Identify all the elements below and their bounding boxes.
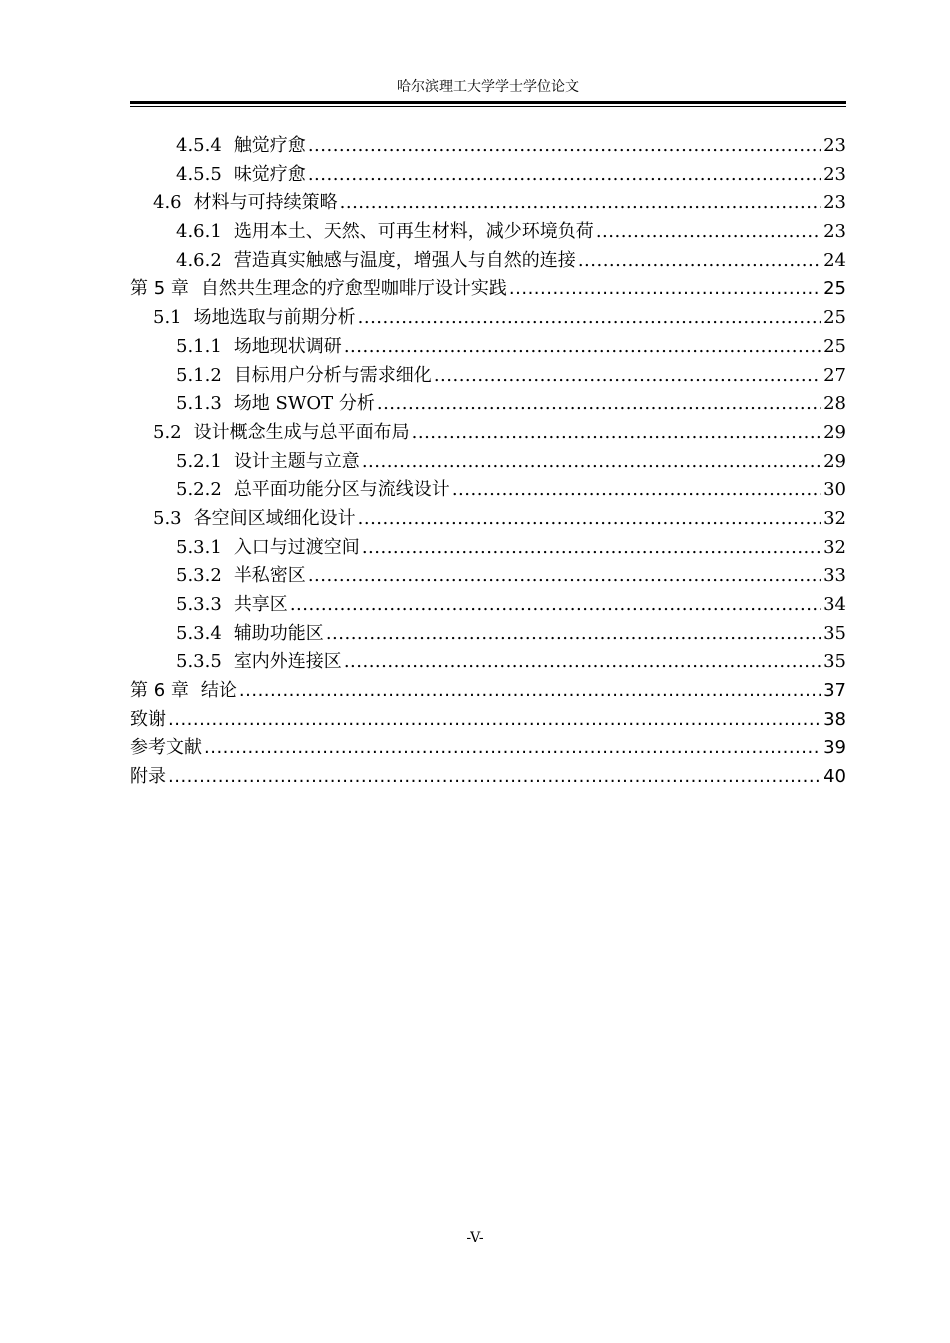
toc-number: 第 5 章 xyxy=(130,278,189,300)
toc-page: 34 xyxy=(823,594,846,615)
toc-title: 设计概念生成与总平面布局 xyxy=(193,421,410,443)
toc-number: 5.2.1 xyxy=(176,450,222,472)
toc-entry[interactable] xyxy=(130,476,846,505)
toc-page: 29 xyxy=(823,450,846,472)
toc-title: 味觉疗愈 xyxy=(233,163,306,185)
toc-leader xyxy=(326,620,821,649)
toc-entry[interactable] xyxy=(130,275,846,304)
toc-title: 室内外连接区 xyxy=(233,651,342,673)
toc-number: 5.3.5 xyxy=(176,651,222,673)
table-of-contents xyxy=(130,132,846,792)
toc-entry[interactable] xyxy=(130,677,846,706)
toc-leader xyxy=(578,247,821,276)
toc-number: 4.6.1 xyxy=(176,221,222,243)
toc-leader xyxy=(308,562,821,591)
toc-entry[interactable] xyxy=(130,247,846,276)
toc-number: 5.3.1 xyxy=(176,536,222,558)
toc-entry[interactable] xyxy=(130,333,846,362)
toc-entry[interactable] xyxy=(130,189,846,218)
toc-page: 25 xyxy=(823,335,846,357)
toc-entry[interactable] xyxy=(130,620,846,649)
toc-page: 30 xyxy=(823,479,846,501)
toc-leader xyxy=(358,505,821,534)
toc-entry[interactable] xyxy=(130,304,846,333)
toc-leader xyxy=(362,448,821,477)
toc-entry[interactable] xyxy=(130,534,846,563)
toc-entry[interactable] xyxy=(130,706,846,735)
toc-leader xyxy=(204,734,821,763)
toc-number: 5.2 xyxy=(153,421,182,443)
toc-leader xyxy=(168,763,821,792)
toc-page: 38 xyxy=(823,708,846,730)
toc-entry[interactable] xyxy=(130,734,846,763)
toc-leader xyxy=(308,161,821,190)
toc-number: 5.2.2 xyxy=(176,479,222,501)
toc-leader xyxy=(596,218,821,247)
toc-number: 5.1.2 xyxy=(176,364,222,386)
toc-number: 5.1 xyxy=(153,307,182,329)
toc-leader xyxy=(168,706,821,735)
toc-leader xyxy=(308,132,821,161)
toc-leader xyxy=(362,534,821,563)
toc-entry[interactable] xyxy=(130,763,846,792)
toc-entry[interactable] xyxy=(130,648,846,677)
toc-leader xyxy=(290,591,821,620)
toc-entry[interactable] xyxy=(130,448,846,477)
toc-number: 第 6 章 xyxy=(130,680,189,702)
toc-page: 35 xyxy=(823,622,846,644)
header-rule-thick xyxy=(130,101,846,104)
toc-title: 参考文献 xyxy=(130,737,202,759)
toc-leader xyxy=(344,333,821,362)
toc-title: 总平面功能分区与流线设计 xyxy=(233,479,450,501)
toc-title: 辅助功能区 xyxy=(233,622,324,644)
toc-page: 32 xyxy=(823,507,846,529)
toc-title: 设计主题与立意 xyxy=(233,450,360,472)
toc-title: 材料与可持续策略 xyxy=(193,192,338,214)
toc-entry[interactable] xyxy=(130,419,846,448)
toc-entry[interactable] xyxy=(130,218,846,247)
running-header: 哈尔滨理工大学学士学位论文 xyxy=(397,79,579,95)
toc-leader xyxy=(239,677,821,706)
toc-leader xyxy=(358,304,821,333)
toc-title: 半私密区 xyxy=(233,565,306,587)
toc-page: 40 xyxy=(823,766,846,788)
toc-title: 场地现状调研 xyxy=(233,335,342,357)
toc-number: 5.3 xyxy=(153,507,182,529)
toc-number: 5.1.3 xyxy=(176,393,222,415)
toc-number: 5.1.1 xyxy=(176,335,222,357)
toc-title: 场地选取与前期分析 xyxy=(193,307,356,329)
toc-title: 共享区 xyxy=(233,594,288,615)
toc-number: 5.3.4 xyxy=(176,622,222,644)
toc-page: 23 xyxy=(823,192,846,214)
toc-number: 5.3.3 xyxy=(176,594,222,615)
toc-title: 触觉疗愈 xyxy=(233,135,306,156)
toc-leader xyxy=(452,476,821,505)
toc-number: 4.5.4 xyxy=(176,135,222,156)
toc-page: 28 xyxy=(823,393,846,415)
toc-leader xyxy=(340,189,821,218)
toc-number: 5.3.2 xyxy=(176,565,222,587)
toc-page: 32 xyxy=(823,536,846,558)
toc-leader xyxy=(344,648,821,677)
toc-page: 39 xyxy=(823,737,846,759)
toc-number: 4.5.5 xyxy=(176,163,222,185)
toc-page: 35 xyxy=(823,651,846,673)
toc-title: 场地 SWOT 分析 xyxy=(233,393,375,415)
toc-page: 25 xyxy=(823,307,846,329)
toc-number: 4.6.2 xyxy=(176,249,222,271)
toc-page: 23 xyxy=(823,135,846,156)
toc-page: 23 xyxy=(823,163,846,185)
toc-page: 24 xyxy=(823,249,846,271)
toc-leader xyxy=(377,390,821,419)
toc-title: 入口与过渡空间 xyxy=(233,536,360,558)
toc-page: 27 xyxy=(823,364,846,386)
toc-entry[interactable] xyxy=(130,591,846,620)
toc-page: 33 xyxy=(823,565,846,587)
toc-title: 致谢 xyxy=(130,708,166,730)
toc-title: 各空间区域细化设计 xyxy=(193,507,356,529)
toc-title: 选用本土、天然、可再生材料，减少环境负荷 xyxy=(233,221,594,243)
toc-page: 37 xyxy=(823,680,846,702)
toc-title: 结论 xyxy=(200,680,237,702)
toc-number: 4.6 xyxy=(153,192,182,214)
toc-page: 29 xyxy=(823,421,846,443)
header-rule-thin xyxy=(130,106,846,107)
toc-title: 营造真实触感与温度，增强人与自然的连接 xyxy=(233,249,576,271)
toc-title: 目标用户分析与需求细化 xyxy=(233,364,432,386)
page-number: -V- xyxy=(466,1230,484,1246)
toc-title: 自然共生理念的疗愈型咖啡厅设计实践 xyxy=(200,278,507,300)
toc-entry[interactable] xyxy=(130,562,846,591)
toc-page: 25 xyxy=(823,278,846,300)
toc-entry[interactable] xyxy=(130,362,846,391)
toc-entry[interactable] xyxy=(130,390,846,419)
toc-entry[interactable] xyxy=(130,161,846,190)
toc-entry[interactable] xyxy=(130,505,846,534)
toc-leader xyxy=(412,419,821,448)
toc-title: 附录 xyxy=(130,766,166,788)
toc-entry[interactable] xyxy=(130,132,846,161)
toc-leader xyxy=(509,275,821,304)
toc-leader xyxy=(434,362,821,391)
toc-page: 23 xyxy=(823,221,846,243)
